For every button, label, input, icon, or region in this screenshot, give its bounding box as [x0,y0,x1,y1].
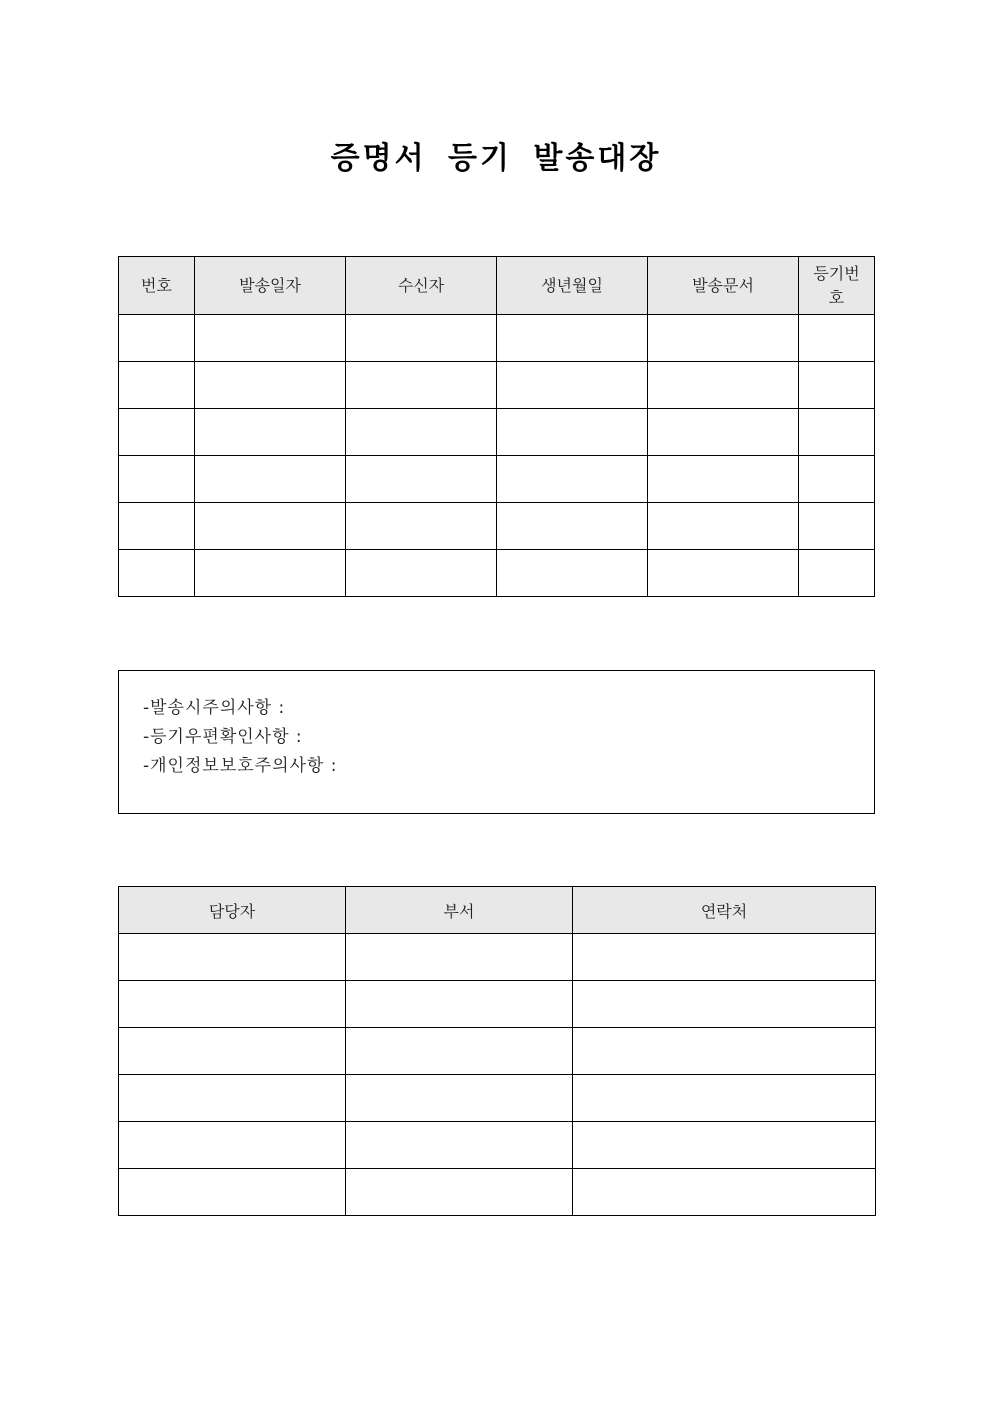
table-cell[interactable] [119,456,195,503]
table-cell[interactable] [346,503,497,550]
column-header-registered-number [799,257,875,315]
table-cell[interactable] [497,503,648,550]
table-header-row [119,257,875,315]
table-cell[interactable] [799,503,875,550]
table-cell[interactable] [346,409,497,456]
table-cell[interactable] [346,1028,573,1075]
table-row [119,550,875,597]
table-cell[interactable] [195,456,346,503]
table-cell[interactable] [119,1169,346,1216]
table-row [119,981,876,1028]
table-cell[interactable] [648,503,799,550]
table-header-row [119,887,876,934]
table-cell[interactable] [346,1122,573,1169]
table-cell[interactable] [799,315,875,362]
column-header-birth-date: 생년월일 [497,257,648,315]
note-registered-mail-check: -등기우편확인사항 : [143,727,303,747]
table-cell[interactable] [195,503,346,550]
table-cell[interactable] [497,409,648,456]
column-header-department: 부서 [346,887,573,934]
table-row [119,362,875,409]
table-cell[interactable] [648,315,799,362]
send-register-table [118,256,875,597]
table-row [119,934,876,981]
table-cell[interactable] [346,1075,573,1122]
table-cell[interactable] [648,409,799,456]
table-cell[interactable] [799,456,875,503]
table-row [119,456,875,503]
column-header-document: 발송문서 [648,257,799,315]
column-header-recipient: 수신자 [346,257,497,315]
table-row [119,1028,876,1075]
registered-number-line1: 등기번 [813,263,860,283]
note-privacy-caution: -개인정보보호주의사항 : [143,756,338,776]
table-cell[interactable] [648,550,799,597]
table-cell[interactable] [346,362,497,409]
table-cell[interactable] [119,1075,346,1122]
table-cell[interactable] [573,1028,876,1075]
table-cell[interactable] [119,1122,346,1169]
table-cell[interactable] [195,362,346,409]
table-cell[interactable] [346,981,573,1028]
table-cell[interactable] [346,550,497,597]
table-cell[interactable] [497,456,648,503]
table-cell[interactable] [119,550,195,597]
table-cell[interactable] [119,1028,346,1075]
table-cell[interactable] [497,315,648,362]
notes-box [118,670,875,814]
table-cell[interactable] [573,1122,876,1169]
table-cell[interactable] [497,550,648,597]
table-cell[interactable] [799,550,875,597]
column-header-send-date: 발송일자 [195,257,346,315]
table-row [119,1075,876,1122]
table-cell[interactable] [346,315,497,362]
column-header-contact: 연락처 [573,887,876,934]
table-cell[interactable] [573,934,876,981]
table-row [119,315,875,362]
column-header-manager: 담당자 [119,887,346,934]
table-cell[interactable] [346,456,497,503]
table-row [119,409,875,456]
table-cell[interactable] [119,362,195,409]
table-cell[interactable] [799,409,875,456]
table-cell[interactable] [195,315,346,362]
note-send-caution: -발송시주의사항 : [143,698,286,718]
table-cell[interactable] [195,550,346,597]
staff-table [118,886,876,1216]
table-cell[interactable] [648,456,799,503]
table-cell[interactable] [119,409,195,456]
column-header-number: 번호 [119,257,195,315]
table-row [119,1122,876,1169]
page-title: 증명서 등기 발송대장 [330,141,662,176]
table-cell[interactable] [573,1075,876,1122]
table-cell[interactable] [346,1169,573,1216]
table-cell[interactable] [119,981,346,1028]
table-cell[interactable] [497,362,648,409]
table-cell[interactable] [573,1169,876,1216]
registered-number-line2: 호 [828,287,845,307]
table-cell[interactable] [799,362,875,409]
table-cell[interactable] [573,981,876,1028]
table-row [119,503,875,550]
table-cell[interactable] [119,503,195,550]
table-row [119,1169,876,1216]
table-cell[interactable] [195,409,346,456]
table-cell[interactable] [119,934,346,981]
table-cell[interactable] [119,315,195,362]
table-cell[interactable] [648,362,799,409]
table-cell[interactable] [346,934,573,981]
